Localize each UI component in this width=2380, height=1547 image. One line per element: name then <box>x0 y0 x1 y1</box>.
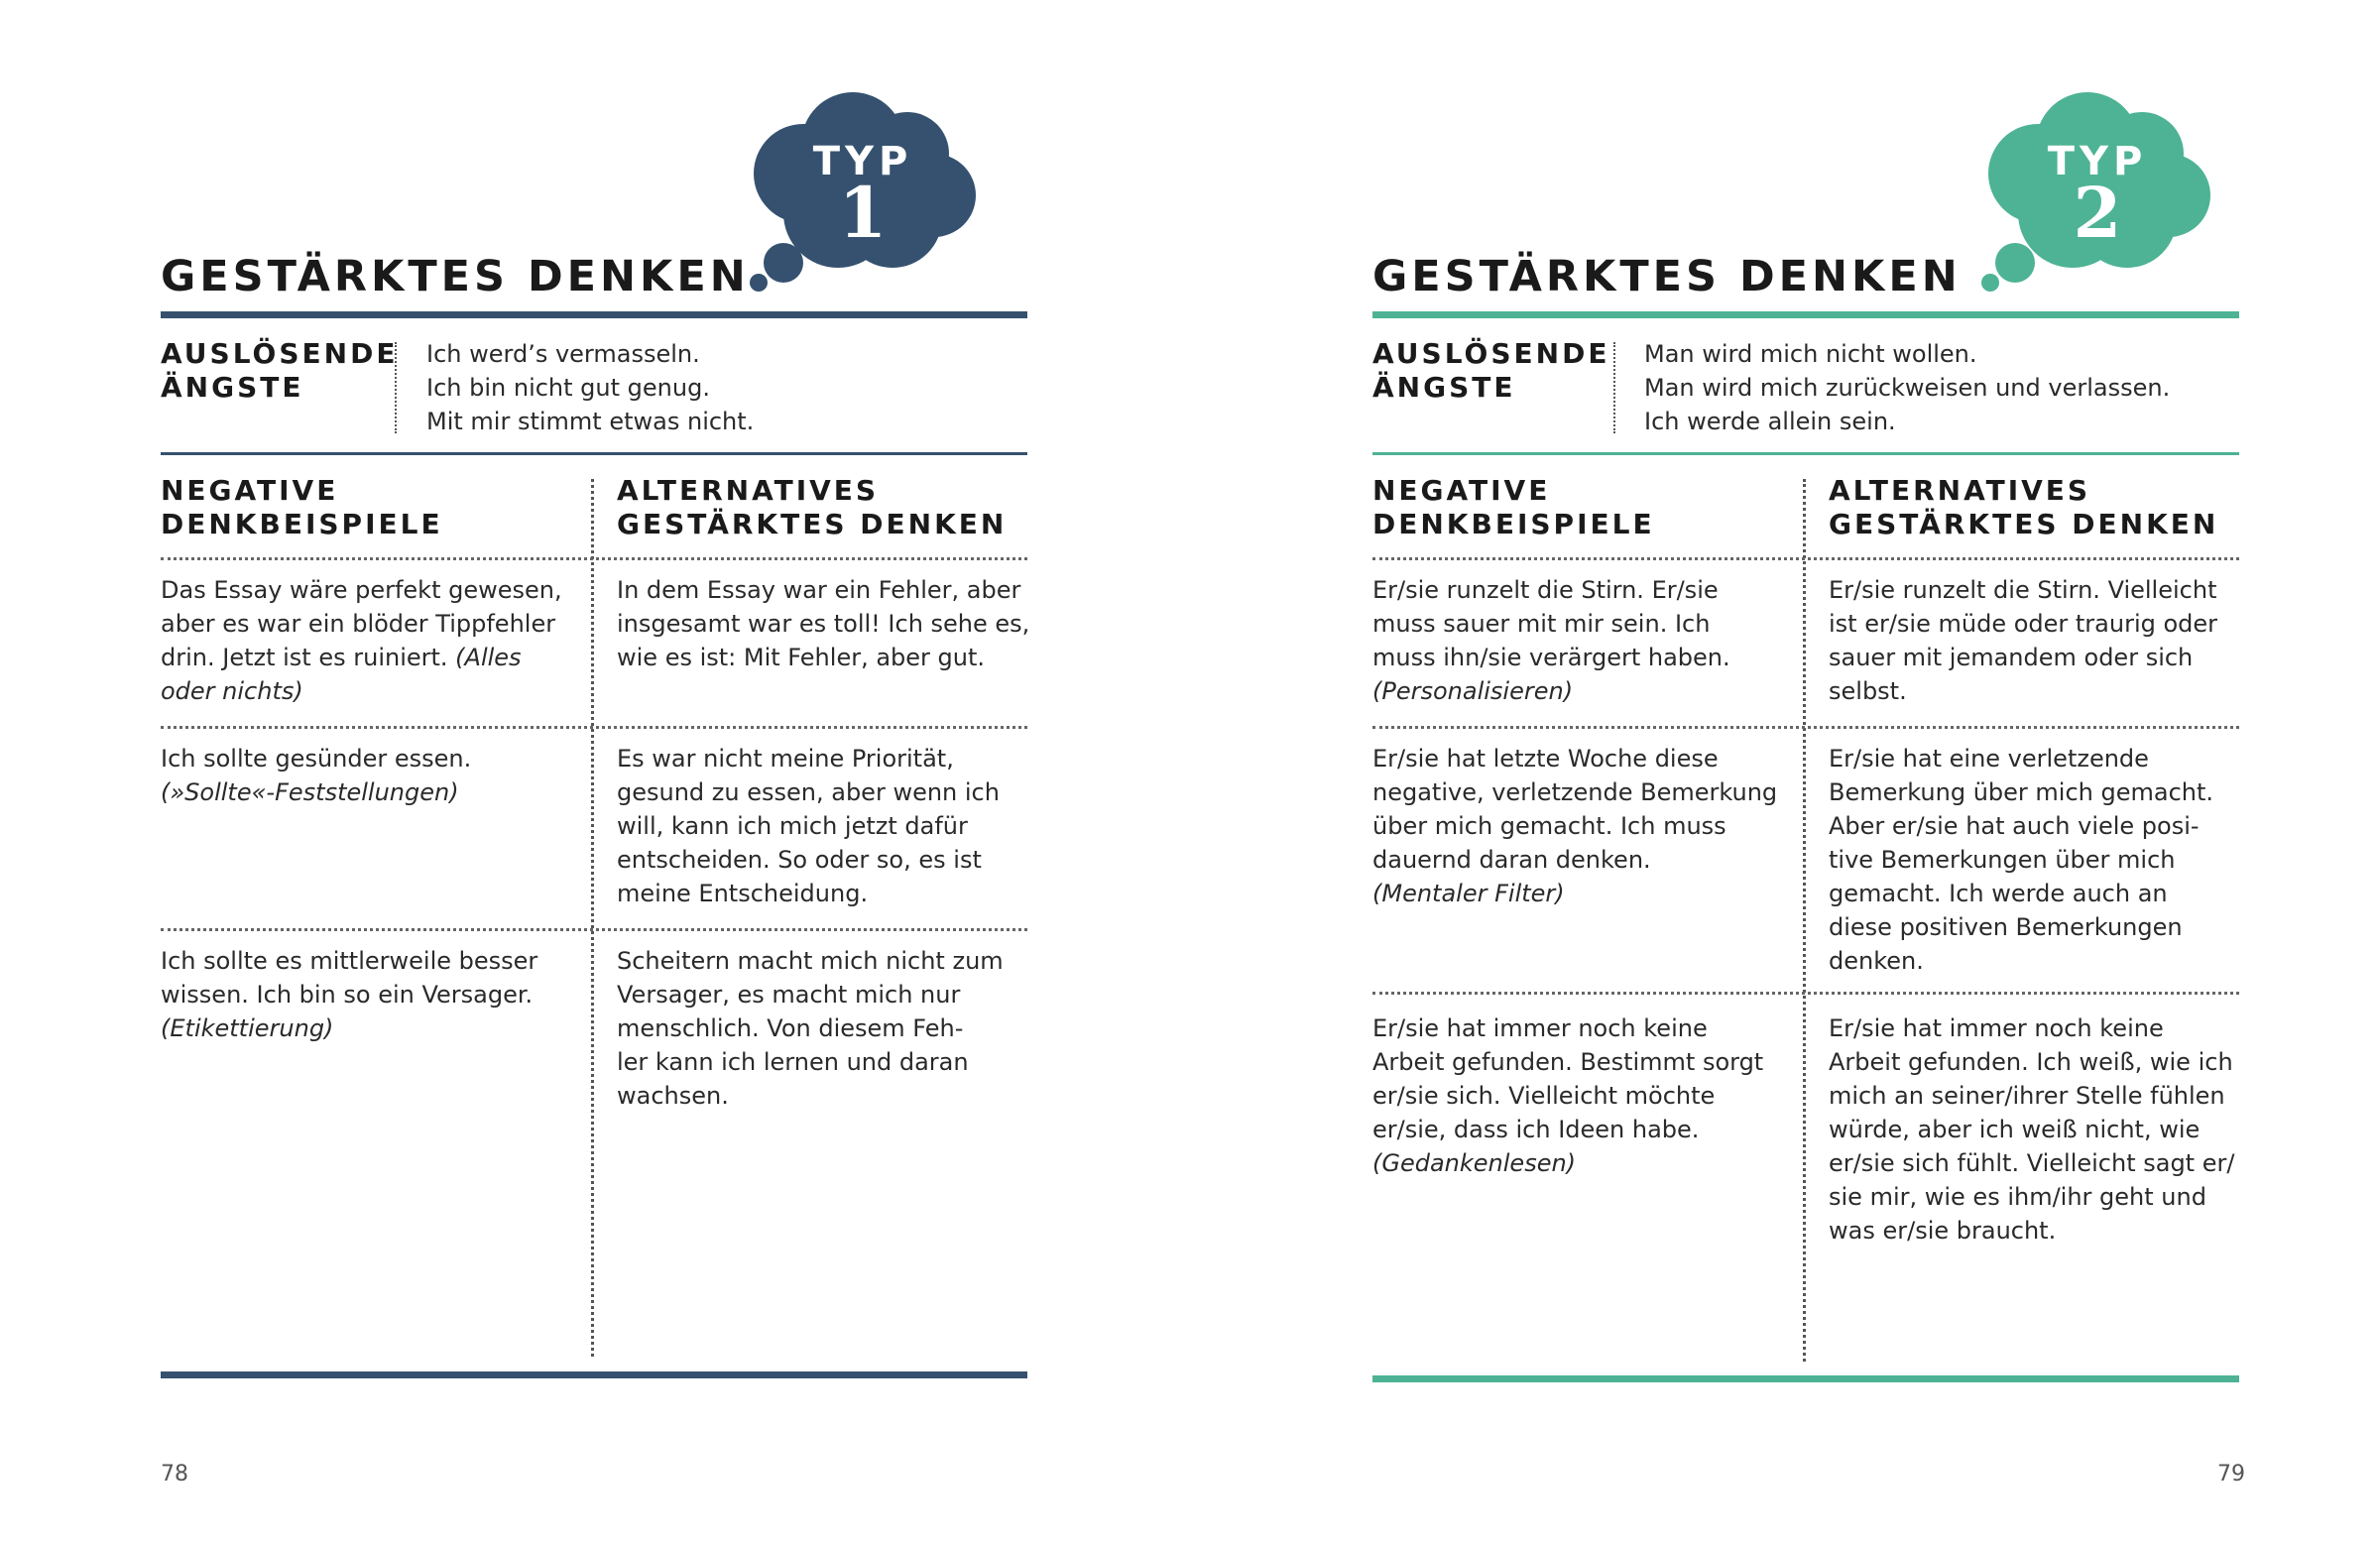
fear-item: Ich bin nicht gut genug. <box>426 374 710 402</box>
column-header-alternative: ALTERNATIVES GESTÄRKTES DENKEN <box>1829 474 2219 540</box>
table-cell-negative: Er/sie runzelt die Stirn. Er/sie muss sauer mit mir sein. Ich muss ihn/sie verärgert haben. (Personalisieren) <box>1372 576 1730 705</box>
type-number: 2 <box>2073 172 2122 254</box>
type-number: 1 <box>838 172 888 254</box>
fears-list <box>426 337 754 438</box>
thought-cloud-icon <box>744 84 1021 302</box>
fears-label: AUSLÖSENDE ÄNGSTE <box>1372 337 1610 404</box>
table-cell-negative: Er/sie hat letzte Woche diese negative, verletzende Bemerkung über mich gemacht. Ich muss dauernd daran denken. (Mentaler Filter) <box>1372 745 1778 907</box>
table-cell-negative: Ich sollte gesünder essen. (»Sollte«-Feststellungen) <box>161 745 472 806</box>
type-label: TYP <box>2047 139 2148 184</box>
fear-item: Ich werd’s vermasseln. <box>426 340 700 368</box>
fears-label: AUSLÖSENDE ÄNGSTE <box>161 337 399 404</box>
fears-rule <box>1372 452 2239 455</box>
thought-cloud-icon <box>1978 84 2256 302</box>
fear-item: Ich werde allein sein. <box>1644 408 1896 435</box>
page-title: GESTÄRKTES DENKEN <box>1372 252 1962 301</box>
column-header-alternative: ALTERNATIVES GESTÄRKTES DENKEN <box>617 474 1008 540</box>
type-label: TYP <box>812 139 913 184</box>
table-cell-alternative: Er/sie hat immer noch keine Arbeit gefunden. Ich weiß, wie ich mich an seiner/ihrer Stelle fühlen würde, aber ich weiß nicht, wie er/sie sich fühlt. Vielleicht sagt er/ sie mir, wie es ihm/ihr geht und was er/sie braucht. <box>1829 1014 2235 1245</box>
fear-item: Man wird mich nicht wollen. <box>1644 340 1977 368</box>
bottom-bar <box>161 1371 1027 1378</box>
column-header-negative: NEGATIVE DENKBEISPIELE <box>1372 474 1655 540</box>
table-cell-alternative: Es war nicht meine Priorität, gesund zu essen, aber wenn ich will, kann ich mich jetzt dafür entscheiden. So oder so, es ist meine Entscheidung. <box>617 745 1000 907</box>
table-cell-negative: Er/sie hat immer noch keine Arbeit gefunden. Bestimmt sorgt er/sie sich. Vielleicht möchte er/sie, dass ich Ideen habe. (Gedankenlesen) <box>1372 1014 1764 1177</box>
row-divider <box>161 557 1027 560</box>
column-divider <box>591 479 594 1357</box>
fear-item: Man wird mich zurückweisen und verlassen. <box>1644 374 2171 402</box>
page-number: 79 <box>2217 1462 2245 1487</box>
fears-divider <box>1613 342 1615 433</box>
table-cell-negative: Das Essay wäre perfekt gewesen, aber es war ein blöder Tippfehler drin. Jetzt ist es ruiniert. (Alles oder nichts) <box>161 576 562 705</box>
column-divider <box>1803 479 1806 1362</box>
title-bar <box>161 311 1027 318</box>
page-title: GESTÄRKTES DENKEN <box>161 252 750 301</box>
fears-rule <box>161 452 1027 455</box>
table-cell-alternative: Scheitern macht mich nicht zum Versager, es macht mich nur menschlich. Von diesem Feh- ler kann ich lernen und daran wachsen. <box>617 947 1004 1110</box>
row-divider <box>1372 992 2239 995</box>
title-bar <box>1372 311 2239 318</box>
bottom-bar <box>1372 1375 2239 1382</box>
table-cell-alternative: Er/sie hat eine verletzende Bemerkung über mich gemacht. Aber er/sie hat auch viele posi- tive Bemerkungen über mich gemacht. Ich werde auch an diese positiven Bemerkungen denken. <box>1829 745 2214 975</box>
table-cell-alternative: Er/sie runzelt die Stirn. Vielleicht ist er/sie müde oder traurig oder sauer mit jemandem oder sich selbst. <box>1829 576 2218 705</box>
page-number: 78 <box>161 1462 188 1487</box>
fear-item: Mit mir stimmt etwas nicht. <box>426 408 755 435</box>
fears-list <box>1644 337 2170 438</box>
row-divider <box>1372 726 2239 729</box>
right-page <box>1190 0 2380 1547</box>
row-divider <box>161 928 1027 931</box>
column-header-negative: NEGATIVE DENKBEISPIELE <box>161 474 443 540</box>
row-divider <box>1372 557 2239 560</box>
table-cell-alternative: In dem Essay war ein Fehler, aber insgesamt war es toll! Ich sehe es, wie es ist: Mit Fehler, aber gut. <box>617 576 1030 671</box>
table-cell-negative: Ich sollte es mittlerweile besser wissen. Ich bin so ein Versager. (Etikettierung) <box>161 947 538 1042</box>
row-divider <box>161 726 1027 729</box>
fears-divider <box>395 342 397 433</box>
